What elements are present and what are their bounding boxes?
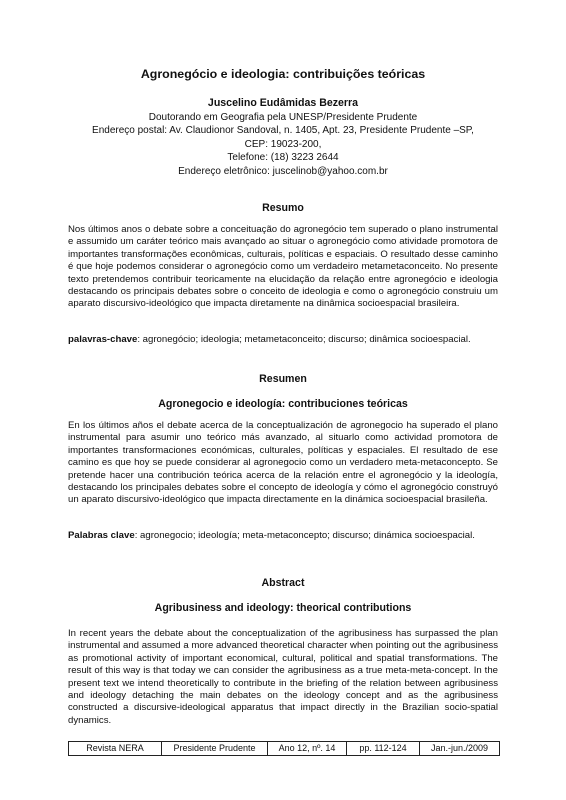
footer-journal: Revista NERA: [69, 742, 162, 755]
resumen-keywords: [68, 530, 498, 542]
resumo-heading: Resumo: [262, 202, 304, 214]
footer-pages: pp. 112-124: [347, 742, 420, 755]
resumen-heading: Resumen: [259, 373, 307, 385]
resumo-keywords-label: palavras-chave: [68, 334, 138, 345]
author-cep: CEP: 19023-200,: [244, 138, 322, 150]
author-address: Endereço postal: Av. Claudionor Sandoval, n. 1405, Apt. 23, Presidente Prudente –SP,: [92, 125, 474, 136]
footer-issue: Ano 12, nº. 14: [268, 742, 347, 755]
resumen-keywords-values: : agronegocio; ideología; meta-metaconcepto; discurso; dinámica socioespacial.: [134, 530, 475, 541]
journal-footer: [68, 741, 500, 756]
author-block: [40, 97, 526, 178]
resumo-keywords: [68, 334, 498, 346]
resumen-keywords-label: Palabras clave: [68, 530, 135, 541]
abstract-subtitle: Agribusiness and ideology: theorical contributions: [154, 602, 412, 614]
resumen-subtitle: Agronegocio e ideología: contribuciones teóricas: [158, 398, 408, 410]
author-email: Endereço eletrônico: juscelinob@yahoo.com.br: [178, 165, 388, 177]
abstract-heading: Abstract: [261, 577, 305, 589]
resumen-text: En los últimos años el debate acerca de la conceptualización de agronegocio ha superado el plano instrumental para asumir uno teórico más avanzado, al situarlo como actividad promotora de importantes transformaciones económicas, culturales, políticas y espaciales. El resultado de ese camino es que hoy se puede considerar al agronegocio como un verdadero meta-metaconcepto. Se pretende hacer una contribución teórica acerca de la relación entre el agronegócio y la ideología, destacando los principales debates sobre el concepto de ideología y cómo el agronegócio construyó un aparato discursivo-ideológico que impacta directamente en la dinámica socioespacial brasileña.: [68, 420, 498, 506]
footer-date: Jan.-jun./2009: [430, 743, 489, 753]
paper-title: Agronegócio e ideologia: contribuições teóricas: [140, 67, 426, 81]
abstract-text: In recent years the debate about the conceptualization of the agribusiness has surpassed the plan instrumental and assumed a more advanced theoretical character when pointing out the agribusiness as promotional activity of important economical, cultural, political and spatial transformations. The result of this way is that today we can consider the agribusiness as a true meta-meta-concept. In the present text we intend theoretically to contribute in the briefing of the relation between agribusiness and ideology detaching the main debates on the ideology concept and as the agribusiness constructed a discursive-ideological apparatus that impact directly in the Brazilian socio-spatial dynamics.: [68, 628, 498, 726]
footer-city: Presidente Prudente: [162, 742, 268, 755]
resumo-text: Nos últimos anos o debate sobre a conceituação do agronegócio tem superado o plano instrumental e assumido um caráter teórico mais avançado ao situar o agronegócio como atividade promotora de importantes transformações econômicas, culturais, políticas e espaciais. O resultado desse caminho é que hoje podemos considerar o agronegócio como um verdadeiro metametaconceito. No presente texto pretendemos contribuir teoricamente na elucidação da relação entre agronegócio e ideologia destacando os principais debates sobre o conceito de ideologia e como o agronegócio construiu um aparato discursivo-ideológico que impacta diretamente na dinâmica socioespacial brasileira.: [68, 224, 498, 310]
author-name: Juscelino Eudâmidas Bezerra: [207, 97, 359, 109]
author-affiliation: Doutorando em Geografia pela UNESP/Presidente Prudente: [148, 111, 418, 123]
author-phone: Telefone: (18) 3223 2644: [227, 152, 339, 163]
resumo-keywords-values: : agronegócio; ideologia; metametaconceito; discurso; dinâmica socioespacial.: [137, 334, 471, 345]
